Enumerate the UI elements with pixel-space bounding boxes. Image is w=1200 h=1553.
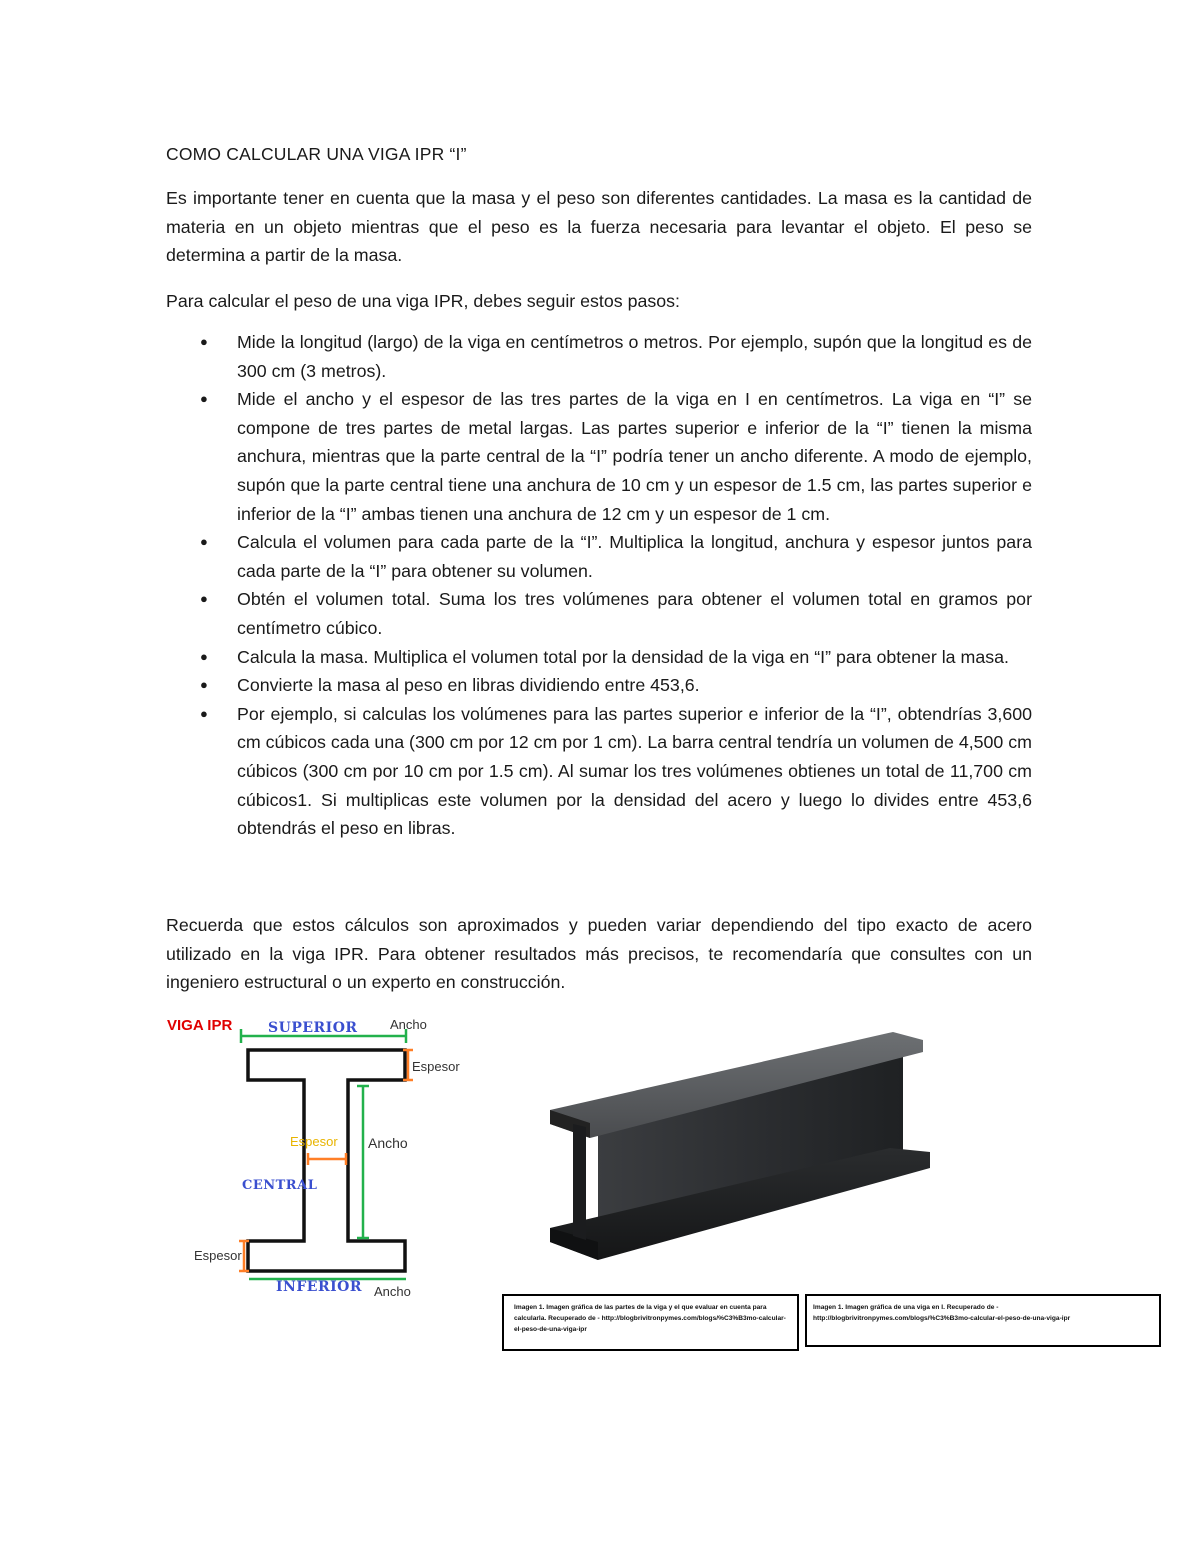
espesor-central-label: Espesor	[290, 1134, 338, 1149]
ibeam-diagram	[150, 1008, 490, 1308]
list-item	[166, 671, 1032, 700]
bullet-icon: ●	[200, 705, 208, 721]
list-item-text: Por ejemplo, si calculas los volúmenes para las partes superior e inferior de la “I”, obtendrías 3,600 cm cúbicos cada una (300 cm por 12 cm por 1 cm). La barra central tendría un volumen de 4,500 cm cúbicos (300 cm por 10 cm por 1.5 cm). Al sumar los tres volúmenes obtienes un total de 11,700 cm cúbicos1. Si multiplicas este volumen por la densidad del acero y luego lo divides entre 453,6 obtendrás el peso en libras.	[237, 703, 1032, 839]
ibeam-photo	[538, 1030, 933, 1280]
list-item-text: Mide la longitud (largo) de la viga en centímetros o metros. Por ejemplo, supón que la longitud es de 300 cm (3 metros).	[237, 332, 1032, 381]
inferior-label: INFERIOR	[276, 1279, 362, 1295]
list-item-text: Obtén el volumen total. Suma los tres volúmenes para obtener el volumen total en gramos por centímetro cúbico.	[237, 589, 1032, 638]
bullet-icon: ●	[200, 591, 208, 607]
bullet-icon: ●	[200, 648, 208, 664]
list-item	[166, 643, 1032, 672]
beam-end-web	[573, 1124, 586, 1240]
ancho-central-label: Ancho	[368, 1135, 408, 1151]
list-item	[166, 700, 1032, 843]
diagram-title: VIGA IPR	[167, 1017, 233, 1034]
image-caption-2: Imagen 1. Imagen gráfica de una viga en I. Recuperado de - http://blogbrivitronpymes.com/blogs/%C3%B3mo-calcular-el-peso-de-una-viga-ipr	[805, 1294, 1161, 1347]
document-title: COMO CALCULAR UNA VIGA IPR “I”	[166, 144, 467, 164]
steps-list	[166, 328, 1032, 843]
list-item	[166, 328, 1032, 385]
central-label: CENTRAL	[242, 1178, 318, 1193]
ibeam-outline	[248, 1050, 405, 1271]
list-item-text: Calcula la masa. Multiplica el volumen total por la densidad de la viga en “I” para obtener la masa.	[237, 646, 1009, 667]
list-item	[166, 528, 1032, 585]
ancho-top-label: Ancho	[390, 1017, 427, 1032]
list-item	[166, 585, 1032, 642]
espesor-top-label: Espesor	[412, 1059, 460, 1074]
central-height-marker	[357, 1086, 369, 1238]
list-item	[166, 385, 1032, 528]
list-item-text: Convierte la masa al peso en libras dividiendo entre 453,6.	[237, 675, 700, 696]
ancho-bottom-label: Ancho	[374, 1284, 411, 1299]
closing-paragraph: Recuerda que estos cálculos son aproximados y pueden variar dependiendo del tipo exacto de acero utilizado en la viga IPR. Para obtener resultados más precisos, te recomendaría que consultes con un ingeniero estructural o un experto en construcción.	[166, 915, 1032, 993]
list-item-text: Calcula el volumen para cada parte de la “I”. Multiplica la longitud, anchura y espesor juntos para cada parte de la “I” para obtener su volumen.	[237, 532, 1032, 581]
intro-paragraph: Es importante tener en cuenta que la masa y el peso son diferentes cantidades. La masa es la cantidad de materia en un objeto mientras que el peso es la fuerza necesaria para levantar el objeto. El peso se determina a partir de la masa.	[166, 188, 1032, 266]
steps-intro-paragraph: Para calcular el peso de una viga IPR, debes seguir estos pasos:	[166, 291, 680, 311]
list-item-text: Mide el ancho y el espesor de las tres partes de la viga en I en centímetros. La viga en “I” se compone de tres partes de metal largas. Las partes superior e inferior de la “I” tienen la misma anchura, mientras que la parte central de la “I” podría tener un ancho diferente. A modo de ejemplo, supón que la parte central tiene una anchura de 10 cm y un espesor de 1.5 cm, las partes superior e inferior de la “I” ambas tienen una anchura de 12 cm y un espesor de 1 cm.	[237, 389, 1032, 524]
ibeam-diagram-drawing	[150, 1008, 490, 1308]
bullet-icon: ●	[200, 334, 208, 349]
bullet-icon: ●	[200, 677, 208, 693]
superior-label: SUPERIOR	[268, 1020, 358, 1036]
bullet-icon: ●	[200, 534, 208, 550]
espesor-bottom-label: Espesor	[194, 1248, 242, 1263]
ibeam-photo-drawing	[538, 1030, 933, 1280]
bullet-icon: ●	[200, 391, 208, 407]
image-caption-1: Imagen 1. Imagen gráfica de las partes de la viga y el que evaluar en cuenta para calcularla. Recuperado de - http://blogbrivitronpymes.com/blogs/%C3%B3mo-calcular-el-peso-de-una-viga-ipr	[502, 1294, 799, 1351]
